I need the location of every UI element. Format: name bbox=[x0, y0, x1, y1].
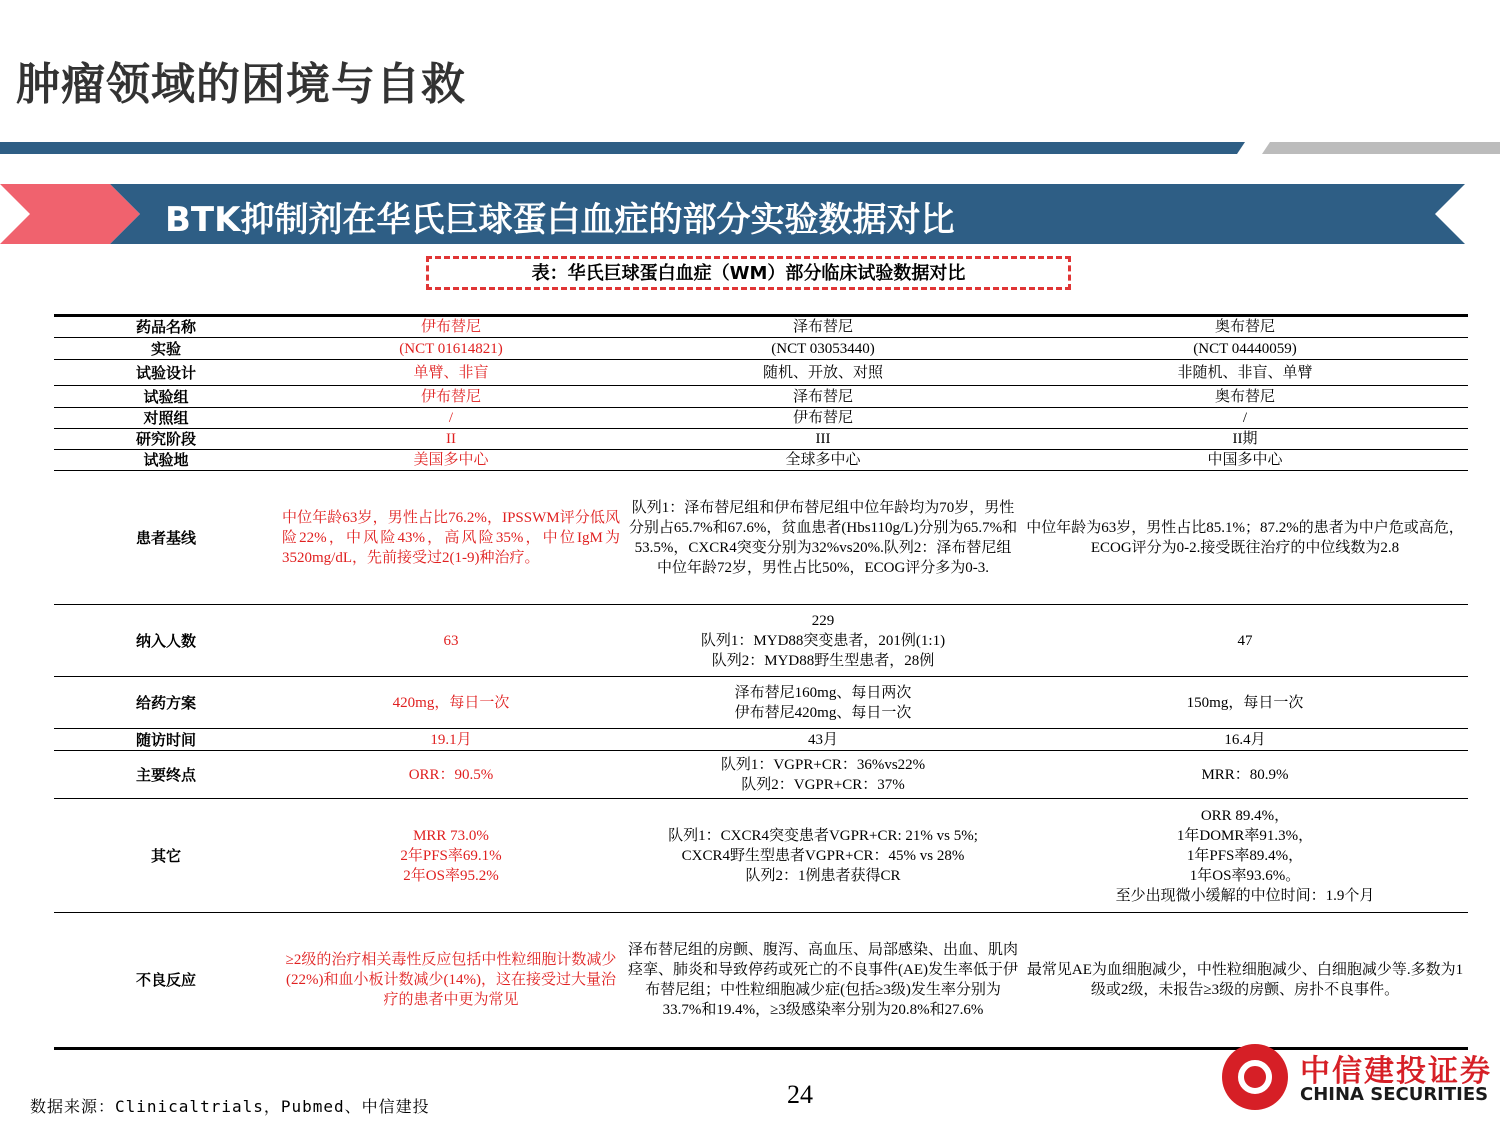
cell-zanubrutinib: 随机、开放、对照 bbox=[624, 360, 1022, 386]
table-row bbox=[54, 729, 1468, 751]
table-row bbox=[54, 913, 1468, 1049]
cell-orelabrutinib: 47 bbox=[1022, 605, 1468, 677]
cell-zanubrutinib: 全球多中心 bbox=[624, 450, 1022, 471]
cell-ibrutinib: 美国多中心 bbox=[278, 450, 624, 471]
row-label: 主要终点 bbox=[54, 751, 278, 799]
cell-zanubrutinib: 队列1：泽布替尼组和伊布替尼组中位年龄均为70岁，男性分别占65.7%和67.6%，贫血患者(Hbs110g/L)分别为65.7%和53.5%，CXCR4突变分别为32%vs20%.队列2：泽布替尼组中位年龄72岁，男性占比50%，ECOG评分多为0-3. bbox=[624, 471, 1022, 605]
cell-ibrutinib: ORR：90.5% bbox=[278, 751, 624, 799]
row-label: 纳入人数 bbox=[54, 605, 278, 677]
row-label: 试验地 bbox=[54, 450, 278, 471]
cell-zanubrutinib: 队列1：CXCR4突变患者VGPR+CR: 21% vs 5%; CXCR4野生型患者VGPR+CR：45% vs 28% 队列2：1例患者获得CR bbox=[624, 799, 1022, 913]
row-label: 药品名称 bbox=[54, 316, 278, 338]
cell-zanubrutinib: (NCT 03053440) bbox=[624, 338, 1022, 360]
cell-orelabrutinib: MRR：80.9% bbox=[1022, 751, 1468, 799]
cell-ibrutinib: II bbox=[278, 429, 624, 450]
cell-ibrutinib: 单臂、非盲 bbox=[278, 360, 624, 386]
cell-zanubrutinib: III bbox=[624, 429, 1022, 450]
table-row bbox=[54, 471, 1468, 605]
cell-orelabrutinib: 奥布替尼 bbox=[1022, 316, 1468, 338]
table-row bbox=[54, 799, 1468, 913]
cell-ibrutinib: 伊布替尼 bbox=[278, 386, 624, 408]
table-row bbox=[54, 450, 1468, 471]
page-title: 肿瘤领域的困境与自救 bbox=[16, 59, 466, 110]
table-row bbox=[54, 677, 1468, 729]
cell-orelabrutinib: 16.4月 bbox=[1022, 729, 1468, 751]
row-label: 试验设计 bbox=[54, 360, 278, 386]
cell-orelabrutinib: / bbox=[1022, 408, 1468, 429]
data-source-note: 数据来源：Clinicaltrials，Pubmed、中信建投 bbox=[30, 1097, 430, 1116]
cell-zanubrutinib: 泽布替尼160mg、每日两次 伊布替尼420mg、每日一次 bbox=[624, 677, 1022, 729]
table-row bbox=[54, 605, 1468, 677]
cell-orelabrutinib: 非随机、非盲、单臂 bbox=[1022, 360, 1468, 386]
cell-ibrutinib: MRR 73.0% 2年PFS率69.1% 2年OS率95.2% bbox=[278, 799, 624, 913]
table-row bbox=[54, 360, 1468, 386]
cell-zanubrutinib: 伊布替尼 bbox=[624, 408, 1022, 429]
row-label: 对照组 bbox=[54, 408, 278, 429]
cell-ibrutinib: 19.1月 bbox=[278, 729, 624, 751]
cell-orelabrutinib: ORR 89.4%， 1年DOMR率91.3%， 1年PFS率89.4%， 1年OS率93.6%。 至少出现微小缓解的中位时间：1.9个月 bbox=[1022, 799, 1468, 913]
cell-orelabrutinib: 最常见AE为血细胞减少，中性粒细胞减少、白细胞减少等.多数为1级或2级，未报告≥3级的房颤、房扑不良事件。 bbox=[1022, 913, 1468, 1049]
table-row bbox=[54, 408, 1468, 429]
company-name-en: CHINA SECURITIES bbox=[1300, 1084, 1489, 1105]
row-label: 试验组 bbox=[54, 386, 278, 408]
cell-zanubrutinib: 229 队列1：MYD88突变患者，201例(1:1) 队列2：MYD88野生型患者，28例 bbox=[624, 605, 1022, 677]
row-label: 其它 bbox=[54, 799, 278, 913]
row-label: 研究阶段 bbox=[54, 429, 278, 450]
table-row bbox=[54, 316, 1468, 338]
cell-orelabrutinib: 中国多中心 bbox=[1022, 450, 1468, 471]
cell-ibrutinib: 伊布替尼 bbox=[278, 316, 624, 338]
cell-zanubrutinib: 队列1：VGPR+CR：36%vs22% 队列2：VGPR+CR：37% bbox=[624, 751, 1022, 799]
table-row bbox=[54, 338, 1468, 360]
cell-ibrutinib: (NCT 01614821) bbox=[278, 338, 624, 360]
table-row bbox=[54, 386, 1468, 408]
cell-zanubrutinib: 泽布替尼 bbox=[624, 316, 1022, 338]
cell-zanubrutinib: 泽布替尼 bbox=[624, 386, 1022, 408]
company-logo-icon bbox=[1222, 1044, 1288, 1110]
row-label: 随访时间 bbox=[54, 729, 278, 751]
cell-orelabrutinib: 奥布替尼 bbox=[1022, 386, 1468, 408]
cell-orelabrutinib: 150mg，每日一次 bbox=[1022, 677, 1468, 729]
row-label: 实验 bbox=[54, 338, 278, 360]
cell-ibrutinib: 中位年龄63岁，男性占比76.2%，IPSSWM评分低风险22%，中风险43%，高风险35%，中位IgM为3520mg/dL，先前接受过2(1-9)种治疗。 bbox=[278, 471, 624, 605]
cell-ibrutinib: / bbox=[278, 408, 624, 429]
header-divider bbox=[0, 142, 1245, 154]
cell-orelabrutinib: (NCT 04440059) bbox=[1022, 338, 1468, 360]
company-name-cn: 中信建投证券 bbox=[1300, 1054, 1492, 1089]
row-label: 患者基线 bbox=[54, 471, 278, 605]
page-number: 24 bbox=[787, 1080, 813, 1109]
cell-ibrutinib: 420mg，每日一次 bbox=[278, 677, 624, 729]
cell-orelabrutinib: II期 bbox=[1022, 429, 1468, 450]
row-label: 给药方案 bbox=[54, 677, 278, 729]
cell-zanubrutinib: 43月 bbox=[624, 729, 1022, 751]
trial-comparison-table bbox=[54, 314, 1468, 1050]
cell-ibrutinib: 63 bbox=[278, 605, 624, 677]
section-banner-title: BTK抑制剂在华氏巨球蛋白血症的部分实验数据对比 bbox=[165, 200, 955, 240]
table-caption: 表：华氏巨球蛋白血症（WM）部分临床试验数据对比 bbox=[426, 256, 1071, 290]
row-label: 不良反应 bbox=[54, 913, 278, 1049]
cell-orelabrutinib: 中位年龄为63岁，男性占比85.1%；87.2%的患者为中户危或高危，ECOG评分为0-2.接受既往治疗的中位线数为2.8 bbox=[1022, 471, 1468, 605]
cell-zanubrutinib: 泽布替尼组的房颤、腹泻、高血压、局部感染、出血、肌肉痉挛、肺炎和导致停药或死亡的不良事件(AE)发生率低于伊布替尼组；中性粒细胞减少症(包括≥3级)发生率分别为33.7%和19.4%，≥3级感染率分别为20.8%和27.6% bbox=[624, 913, 1022, 1049]
header-divider-gray bbox=[1262, 142, 1500, 154]
cell-ibrutinib: ≥2级的治疗相关毒性反应包括中性粒细胞计数减少(22%)和血小板计数减少(14%)，这在接受过大量治疗的患者中更为常见 bbox=[278, 913, 624, 1049]
table-row bbox=[54, 751, 1468, 799]
table-row bbox=[54, 429, 1468, 450]
